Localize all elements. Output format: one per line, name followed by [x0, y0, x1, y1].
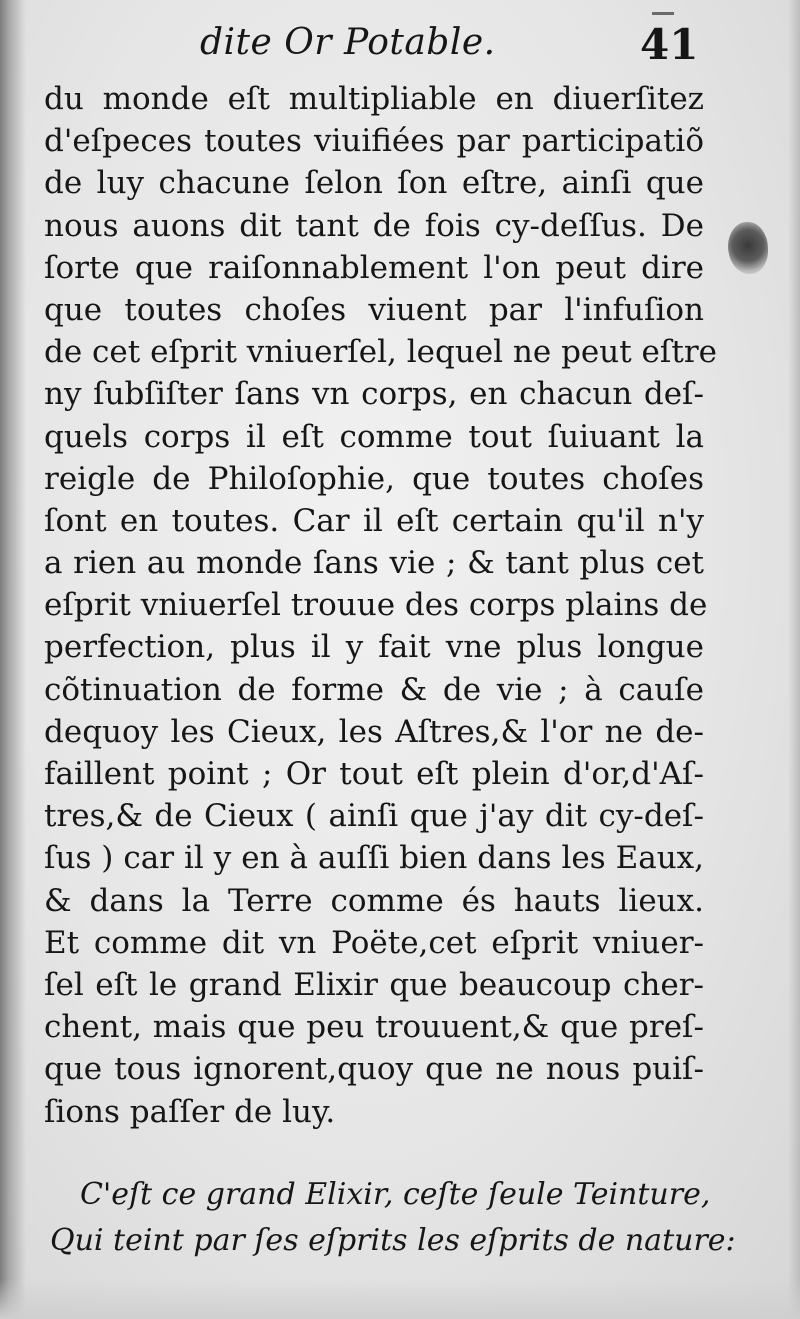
text-line: que toutes choſes viuent par l'infuſion — [44, 291, 704, 328]
text-line: & dans la Terre comme és hauts lieux. — [44, 882, 704, 919]
ink-blot-stain — [728, 222, 768, 274]
text-line: dequoy les Cieux, les Aſtres,& l'or ne de- — [44, 713, 704, 750]
text-line: faillent point ; Or tout eſt plein d'or,d'Aſ- — [44, 756, 704, 792]
text-line: ſorte que raiſonnablement l'on peut dire — [44, 249, 704, 286]
text-line: a rien au monde ſans vie ; & tant plus cet — [44, 545, 704, 582]
verse-line: C'eſt ce grand Elixir, ceſte ſeule Teinture, — [80, 1177, 711, 1212]
text-line: reigle de Philoſophie, que toutes choſes — [44, 460, 704, 497]
text-line: du monde eſt multipliable en diuerſitez — [44, 81, 704, 117]
text-line: de cet eſprit vniuerſel, lequel ne peut eſtre — [44, 334, 717, 371]
text-line: d'eſpeces toutes viuifiées par participatiõ — [44, 123, 704, 160]
text-line: de luy chacune ſelon ſon eſtre, ainſi que — [44, 165, 704, 202]
text-line: tres,& de Cieux ( ainſi que j'ay dit cy-deſ- — [44, 798, 704, 835]
text-line: Et comme dit vn Poëte,cet eſprit vniuer- — [44, 924, 704, 961]
running-head: dite Or Potable. — [200, 22, 496, 63]
text-line: ſus ) car il y en à auſſi bien dans les Eaux, — [44, 840, 704, 877]
page-number: 41 — [640, 20, 699, 69]
text-line: nous auons dit tant de fois cy-deſſus. De — [44, 207, 704, 244]
text-line: ſont en toutes. Car il eſt certain qu'il n'y — [44, 502, 704, 539]
page-edge-shadow — [788, 0, 800, 1319]
text-line: que tous ignorent,quoy que ne nous puiſ- — [44, 1051, 704, 1088]
text-line: chent, mais que peu trouuent,& que preſ- — [44, 1009, 704, 1046]
folio-mark — [652, 12, 674, 15]
verse-line: Qui teint par ſes eſprits les eſprits de nature: — [50, 1223, 736, 1258]
text-line: ny ſubſiſter ſans vn corps, en chacun deſ- — [44, 376, 704, 413]
text-line: cõtinuation de forme & de vie ; à cauſe — [44, 671, 704, 708]
page-bottom-shadow — [0, 1279, 800, 1319]
verse-block — [50, 1172, 736, 1264]
text-line: quels corps il eſt comme tout ſuiuant la — [44, 418, 704, 455]
text-line: ſions paſſer de luy. — [44, 1093, 336, 1130]
text-line: ſel eſt le grand Elixir que beaucoup cher- — [44, 966, 704, 1003]
gutter-shadow — [0, 0, 26, 1319]
body-text — [44, 78, 717, 1133]
text-line: perfection, plus il y fait vne plus longue — [44, 629, 704, 666]
text-line: eſprit vniuerſel trouue des corps plains de — [44, 587, 708, 624]
